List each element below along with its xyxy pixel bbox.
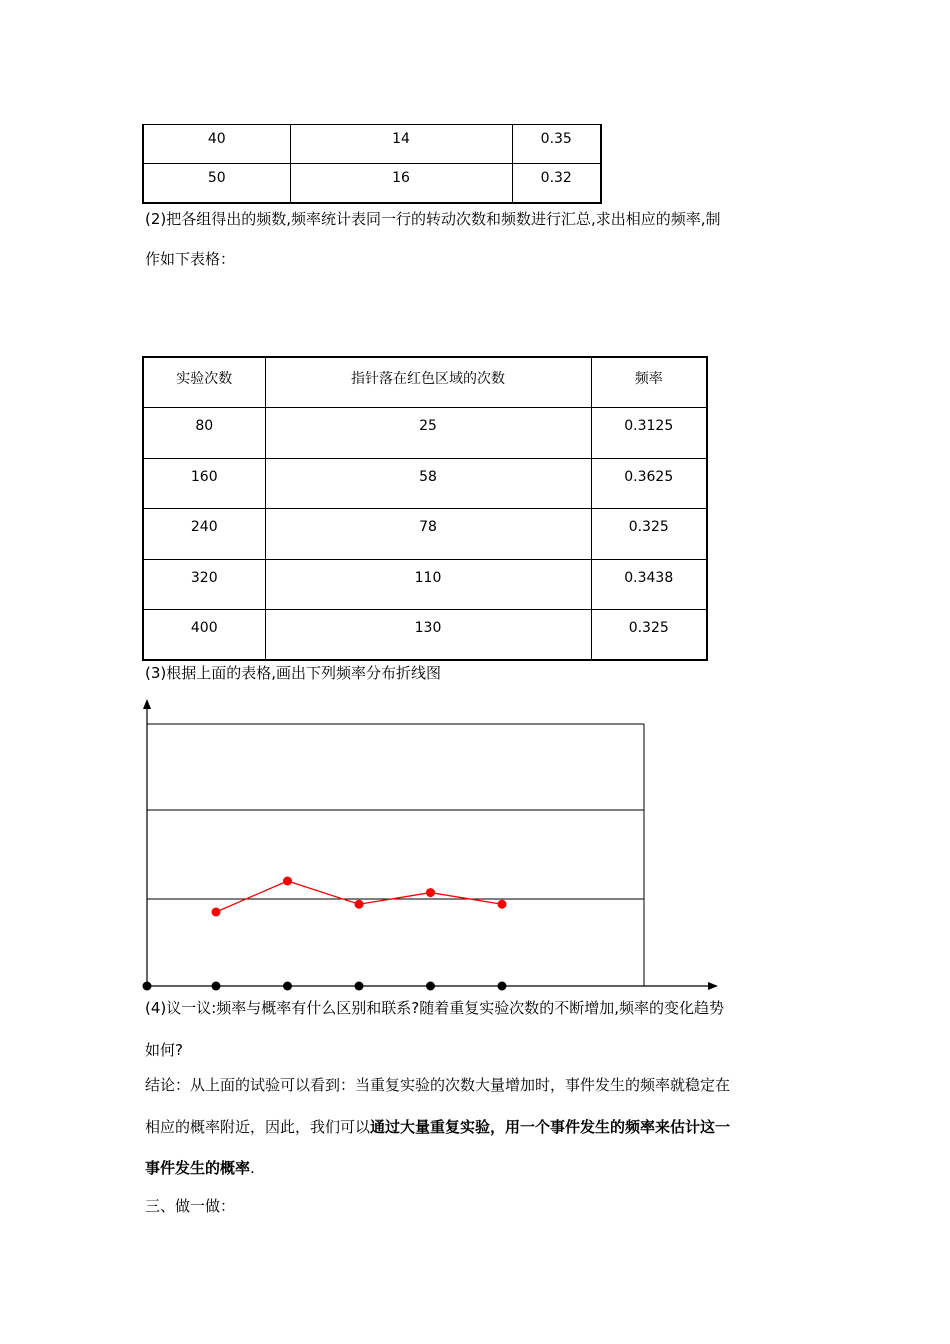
table-cell: 50 (143, 164, 290, 203)
table-cell: 16 (290, 164, 512, 203)
section-3-heading: 三、做一做： (145, 1197, 236, 1215)
data-point-80 (212, 908, 221, 917)
table-cell: 160 (143, 458, 265, 509)
frequency-line-chart (130, 695, 730, 1000)
x-tick-dot-80 (212, 982, 221, 991)
header-cell-red-count: 指针落在红色区域的次数 (265, 357, 591, 408)
conclusion-normal-text: 相应的概率附近，因此，我们可以 (145, 1118, 371, 1136)
table-row (143, 408, 707, 459)
table-cell: 0.325 (591, 610, 707, 661)
table-cell: 0.3625 (591, 458, 707, 509)
x-tick-dot-320 (426, 982, 435, 991)
conclusion-line-3 (145, 1158, 255, 1178)
table-cell: 40 (143, 125, 290, 164)
header-cell-trials: 实验次数 (143, 357, 265, 408)
table-cell: 0.35 (512, 125, 601, 164)
table-cell: 400 (143, 610, 265, 661)
x-tick-dot-400 (498, 982, 507, 991)
table-row (143, 164, 601, 203)
table-row (143, 458, 707, 509)
chart-frame (143, 699, 718, 990)
y-axis-arrow (143, 699, 151, 709)
table-cell: 25 (265, 408, 591, 459)
table-cell: 0.3125 (591, 408, 707, 459)
conclusion-bold-text: 通过大量重复实验，用一个事件发生的频率来估计这一 (370, 1118, 731, 1136)
x-tick-dot-160 (283, 982, 292, 991)
table-cell: 80 (143, 408, 265, 459)
paragraph-4-line-1: (4)议一议:频率与概率有什么区别和联系?随着重复实验次数的不断增加,频率的变化趋势 (145, 999, 725, 1017)
table-row (143, 509, 707, 560)
table-cell: 0.325 (591, 509, 707, 560)
table-cell: 240 (143, 509, 265, 560)
data-point-400 (498, 900, 507, 909)
table-cell: 130 (265, 610, 591, 661)
summary-frequency-table (142, 356, 708, 661)
table-cell: 0.3438 (591, 559, 707, 610)
table-cell: 320 (143, 559, 265, 610)
x-tick-dot-240 (355, 982, 364, 991)
paragraph-4-line-2: 如何? (145, 1041, 183, 1059)
conclusion-period: . (250, 1159, 255, 1177)
table-header-row (143, 357, 707, 408)
x-axis-arrow (708, 982, 718, 990)
table-row (143, 125, 601, 164)
conclusion-line-2 (145, 1117, 730, 1137)
data-point-240 (355, 900, 364, 909)
table-cell: 0.32 (512, 164, 601, 203)
table-row (143, 559, 707, 610)
chart-series (212, 877, 507, 917)
table-cell: 78 (265, 509, 591, 560)
origin-dot (143, 982, 152, 991)
table-cell: 58 (265, 458, 591, 509)
conclusion-bold-end: 事件发生的概率 (145, 1159, 251, 1177)
conclusion-line-1: 结论：从上面的试验可以看到：当重复实验的次数大量增加时，事件发生的频率就稳定在 (145, 1076, 731, 1094)
paragraph-2-line-1: (2)把各组得出的频数,频率统计表同一行的转动次数和频数进行汇总,求出相应的频率,制 (145, 210, 721, 228)
data-point-320 (426, 888, 435, 897)
data-point-160 (283, 877, 292, 886)
frequency-table-partial (142, 124, 602, 204)
paragraph-2-line-2: 作如下表格： (145, 250, 236, 268)
header-cell-frequency: 频率 (591, 357, 707, 408)
table-cell: 14 (290, 125, 512, 164)
paragraph-3: (3)根据上面的表格,画出下列频率分布折线图 (145, 664, 442, 682)
table-cell: 110 (265, 559, 591, 610)
table-row (143, 610, 707, 661)
